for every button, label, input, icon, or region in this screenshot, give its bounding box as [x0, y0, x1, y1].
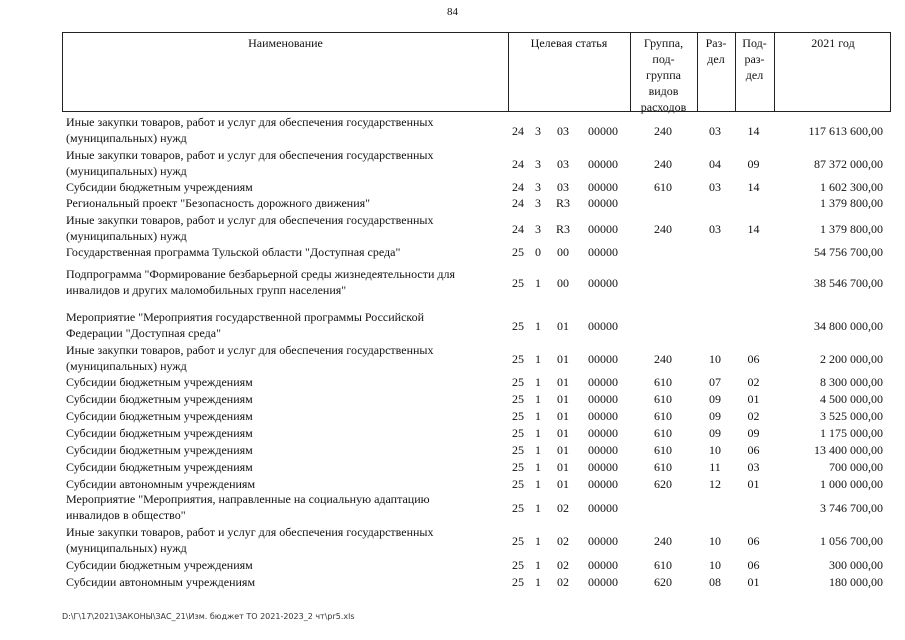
cell-c3: R3 — [555, 222, 570, 236]
cell-sec: 03 — [709, 180, 721, 194]
header-group-line: под- — [652, 52, 675, 66]
cell-sub: 06 — [747, 558, 760, 572]
row-name-line: Региональный проект "Безопасность дорожного движения" — [66, 196, 371, 210]
header-group-line: расходов — [640, 100, 687, 114]
row-name-line: Субсидии бюджетным учреждениям — [66, 426, 253, 440]
row-name — [66, 309, 486, 341]
row-name — [66, 491, 486, 523]
row-name — [66, 391, 486, 407]
cell-c4: 00000 — [588, 575, 618, 589]
cell-sub: 01 — [747, 392, 760, 406]
row-name-line: Иные закупки товаров, работ и услуг для обеспечения государственных — [66, 213, 434, 227]
cell-amount: 117 613 600,00 — [808, 124, 883, 138]
header-section-line: дел — [707, 52, 725, 66]
cell-c3: 02 — [557, 558, 569, 572]
cell-sub: 09 — [747, 426, 760, 440]
row-name-line: Государственная программа Тульской области "Доступная среда" — [66, 245, 401, 259]
cell-c4: 00000 — [588, 534, 618, 548]
cell-amount: 3 746 700,00 — [820, 501, 883, 515]
row-name-line: инвалидов в общество" — [66, 508, 186, 522]
cell-c1: 25 — [512, 558, 524, 572]
cell-c3: 01 — [557, 477, 569, 491]
cell-amount: 4 500 000,00 — [820, 392, 883, 406]
cell-c4: 00000 — [588, 501, 618, 515]
cell-c1: 25 — [512, 443, 524, 457]
cell-c1: 24 — [512, 157, 524, 171]
cell-c4: 00000 — [588, 558, 618, 572]
cell-c1: 25 — [512, 534, 524, 548]
row-name — [66, 147, 486, 179]
cell-grp: 610 — [654, 392, 672, 406]
cell-c3: 01 — [557, 319, 569, 333]
cell-grp: 610 — [654, 409, 672, 423]
header-section-line: Раз- — [705, 36, 727, 50]
cell-c4: 00000 — [588, 276, 618, 290]
row-name-line: Субсидии бюджетным учреждениям — [66, 375, 253, 389]
cell-sub: 01 — [747, 477, 760, 491]
cell-c1: 25 — [512, 501, 524, 515]
cell-c2: 1 — [535, 501, 541, 515]
cell-c1: 25 — [512, 426, 524, 440]
cell-sub: 14 — [747, 180, 760, 194]
cell-c2: 1 — [535, 460, 541, 474]
cell-c4: 00000 — [588, 460, 618, 474]
cell-amount: 1 379 800,00 — [820, 222, 883, 236]
cell-amount: 87 372 000,00 — [814, 157, 883, 171]
cell-grp: 610 — [654, 180, 672, 194]
row-name — [66, 266, 486, 298]
cell-c2: 3 — [535, 196, 541, 210]
cell-sub: 09 — [747, 157, 760, 171]
row-name — [66, 524, 486, 556]
cell-c3: 02 — [557, 534, 569, 548]
row-name-line: Иные закупки товаров, работ и услуг для обеспечения государственных — [66, 343, 434, 357]
cell-sub: 01 — [747, 575, 760, 589]
cell-c4: 00000 — [588, 477, 618, 491]
header-subsection — [735, 35, 774, 83]
cell-c3: 01 — [557, 409, 569, 423]
cell-c1: 25 — [512, 575, 524, 589]
row-name-line: Иные закупки товаров, работ и услуг для обеспечения государственных — [66, 115, 434, 129]
row-name-line: Иные закупки товаров, работ и услуг для обеспечения государственных — [66, 525, 434, 539]
cell-sub: 06 — [747, 352, 760, 366]
cell-c3: 01 — [557, 426, 569, 440]
cell-c2: 3 — [535, 222, 541, 236]
cell-c3: 01 — [557, 392, 569, 406]
cell-c1: 25 — [512, 409, 524, 423]
table-header — [62, 32, 891, 112]
cell-c2: 1 — [535, 443, 541, 457]
cell-c3: 01 — [557, 352, 569, 366]
cell-amount: 34 800 000,00 — [814, 319, 883, 333]
cell-c2: 1 — [535, 352, 541, 366]
cell-c2: 0 — [535, 245, 541, 259]
cell-amount: 3 525 000,00 — [820, 409, 883, 423]
cell-c1: 25 — [512, 352, 524, 366]
cell-grp: 240 — [654, 124, 672, 138]
cell-amount: 300 000,00 — [829, 558, 883, 572]
row-name-line: (муниципальных) нужд — [66, 359, 187, 373]
cell-c1: 25 — [512, 276, 524, 290]
cell-c2: 3 — [535, 157, 541, 171]
header-subsection-line: дел — [745, 68, 764, 82]
file-path-footer: D:\Г\17\2021\ЗАКОНЫ\ЗАС_21\Изм. бюджет ТО 2021-2023_2 чт\pr5.xls — [62, 612, 355, 621]
cell-grp: 620 — [654, 477, 672, 491]
cell-sec: 08 — [709, 575, 721, 589]
cell-c4: 00000 — [588, 222, 618, 236]
cell-grp: 240 — [654, 352, 672, 366]
cell-sec: 03 — [709, 222, 721, 236]
cell-grp: 610 — [654, 375, 672, 389]
row-name — [66, 574, 486, 590]
row-name — [66, 212, 486, 244]
cell-amount: 54 756 700,00 — [814, 245, 883, 259]
cell-amount: 1 175 000,00 — [820, 426, 883, 440]
header-year: 2021 год — [811, 36, 855, 50]
cell-sec: 09 — [709, 392, 721, 406]
header-subsection-line: Под- — [742, 36, 767, 50]
row-name-line: Иные закупки товаров, работ и услуг для обеспечения государственных — [66, 148, 434, 162]
header-group-line: видов — [648, 84, 679, 98]
cell-c2: 1 — [535, 534, 541, 548]
page-number: 84 — [447, 6, 458, 18]
cell-c1: 24 — [512, 196, 524, 210]
cell-c1: 25 — [512, 375, 524, 389]
row-name-line: Федерации "Доступная среда" — [66, 326, 221, 340]
cell-grp: 610 — [654, 443, 672, 457]
cell-c2: 3 — [535, 180, 541, 194]
cell-c3: 00 — [557, 276, 569, 290]
row-name-line: Субсидии бюджетным учреждениям — [66, 409, 253, 423]
cell-c1: 25 — [512, 392, 524, 406]
row-name-line: (муниципальных) нужд — [66, 541, 187, 555]
cell-sec: 10 — [709, 534, 721, 548]
cell-c2: 3 — [535, 124, 541, 138]
cell-amount: 1 056 700,00 — [820, 534, 883, 548]
header-group — [630, 35, 697, 115]
row-name-line: Субсидии бюджетным учреждениям — [66, 558, 253, 572]
cell-c2: 1 — [535, 477, 541, 491]
cell-sec: 10 — [709, 558, 721, 572]
row-name-line: (муниципальных) нужд — [66, 131, 187, 145]
cell-sec: 10 — [709, 443, 721, 457]
cell-c4: 00000 — [588, 180, 618, 194]
cell-c4: 00000 — [588, 426, 618, 440]
row-name-line: Субсидии бюджетным учреждениям — [66, 443, 253, 457]
row-name-line: Субсидии автономным учреждениям — [66, 575, 256, 589]
row-name — [66, 244, 486, 260]
row-name — [66, 442, 486, 458]
row-name — [66, 179, 486, 195]
header-subsection-line: раз- — [744, 52, 765, 66]
cell-c1: 24 — [512, 222, 524, 236]
cell-c2: 1 — [535, 575, 541, 589]
row-name-line: Субсидии бюджетным учреждениям — [66, 392, 253, 406]
cell-sub: 06 — [747, 534, 760, 548]
row-name — [66, 425, 486, 441]
cell-c4: 00000 — [588, 319, 618, 333]
cell-sub: 14 — [747, 124, 760, 138]
cell-c4: 00000 — [588, 375, 618, 389]
row-name — [66, 374, 486, 390]
row-name-line: Мероприятие "Мероприятия государственной программы Российской — [66, 310, 425, 324]
cell-c4: 00000 — [588, 409, 618, 423]
cell-sec: 09 — [709, 409, 721, 423]
cell-c4: 00000 — [588, 352, 618, 366]
cell-sub: 14 — [747, 222, 760, 236]
cell-c3: 03 — [557, 180, 569, 194]
cell-amount: 13 400 000,00 — [814, 443, 883, 457]
cell-amount: 38 546 700,00 — [814, 276, 883, 290]
cell-grp: 610 — [654, 558, 672, 572]
cell-c4: 00000 — [588, 124, 618, 138]
row-name — [66, 459, 486, 475]
cell-amount: 180 000,00 — [829, 575, 883, 589]
cell-grp: 610 — [654, 426, 672, 440]
cell-amount: 700 000,00 — [829, 460, 883, 474]
row-name — [66, 114, 486, 146]
cell-sub: 02 — [747, 409, 760, 423]
cell-c3: 00 — [557, 245, 569, 259]
cell-c2: 1 — [535, 392, 541, 406]
cell-c1: 25 — [512, 245, 524, 259]
cell-c3: 02 — [557, 575, 569, 589]
cell-c4: 00000 — [588, 196, 618, 210]
cell-sub: 06 — [747, 443, 760, 457]
cell-c3: 01 — [557, 443, 569, 457]
header-section — [697, 35, 735, 67]
row-name — [66, 557, 486, 573]
cell-amount: 2 200 000,00 — [820, 352, 883, 366]
row-name-line: Субсидии бюджетным учреждениям — [66, 180, 253, 194]
cell-sub: 02 — [747, 375, 760, 389]
cell-grp: 610 — [654, 460, 672, 474]
cell-c2: 1 — [535, 558, 541, 572]
cell-sec: 03 — [709, 124, 721, 138]
cell-c1: 24 — [512, 180, 524, 194]
row-name-line: (муниципальных) нужд — [66, 229, 187, 243]
cell-grp: 240 — [654, 157, 672, 171]
row-name-line: Подпрограмма "Формирование безбарьерной среды жизнедеятельности для — [66, 267, 455, 281]
cell-grp: 240 — [654, 534, 672, 548]
cell-sec: 12 — [709, 477, 721, 491]
cell-sec: 04 — [709, 157, 721, 171]
cell-sec: 10 — [709, 352, 721, 366]
cell-grp: 240 — [654, 222, 672, 236]
row-name-line: Субсидии автономным учреждениям — [66, 477, 256, 491]
cell-sub: 03 — [747, 460, 760, 474]
cell-c1: 25 — [512, 319, 524, 333]
cell-c2: 1 — [535, 409, 541, 423]
cell-sec: 11 — [709, 460, 721, 474]
header-group-line: Группа, — [643, 36, 684, 50]
cell-sec: 07 — [709, 375, 721, 389]
header-target: Целевая статья — [530, 36, 608, 50]
cell-amount: 8 300 000,00 — [820, 375, 883, 389]
cell-c3: 01 — [557, 460, 569, 474]
cell-c3: 03 — [557, 124, 569, 138]
cell-c1: 25 — [512, 477, 524, 491]
cell-c2: 1 — [535, 375, 541, 389]
row-name-line: инвалидов и других маломобильных групп населения" — [66, 283, 347, 297]
header-group-line: группа — [646, 68, 681, 82]
row-name — [66, 476, 486, 492]
cell-c3: R3 — [555, 196, 570, 210]
cell-c4: 00000 — [588, 245, 618, 259]
cell-c4: 00000 — [588, 157, 618, 171]
cell-c1: 24 — [512, 124, 524, 138]
cell-sec: 09 — [709, 426, 721, 440]
cell-amount: 1 602 300,00 — [820, 180, 883, 194]
cell-grp: 620 — [654, 575, 672, 589]
header-name: Наименование — [248, 36, 323, 50]
row-name — [66, 342, 486, 374]
cell-c2: 1 — [535, 276, 541, 290]
cell-c4: 00000 — [588, 443, 618, 457]
cell-c4: 00000 — [588, 392, 618, 406]
cell-c2: 1 — [535, 319, 541, 333]
row-name — [66, 195, 486, 211]
cell-amount: 1 000 000,00 — [820, 477, 883, 491]
row-name-line: Мероприятие "Мероприятия, направленные на социальную адаптацию — [66, 492, 430, 506]
cell-c1: 25 — [512, 460, 524, 474]
row-name-line: (муниципальных) нужд — [66, 164, 187, 178]
cell-c3: 01 — [557, 375, 569, 389]
cell-amount: 1 379 800,00 — [820, 196, 883, 210]
cell-c2: 1 — [535, 426, 541, 440]
row-name — [66, 408, 486, 424]
cell-c3: 03 — [557, 157, 569, 171]
row-name-line: Субсидии бюджетным учреждениям — [66, 460, 253, 474]
cell-c3: 02 — [557, 501, 569, 515]
